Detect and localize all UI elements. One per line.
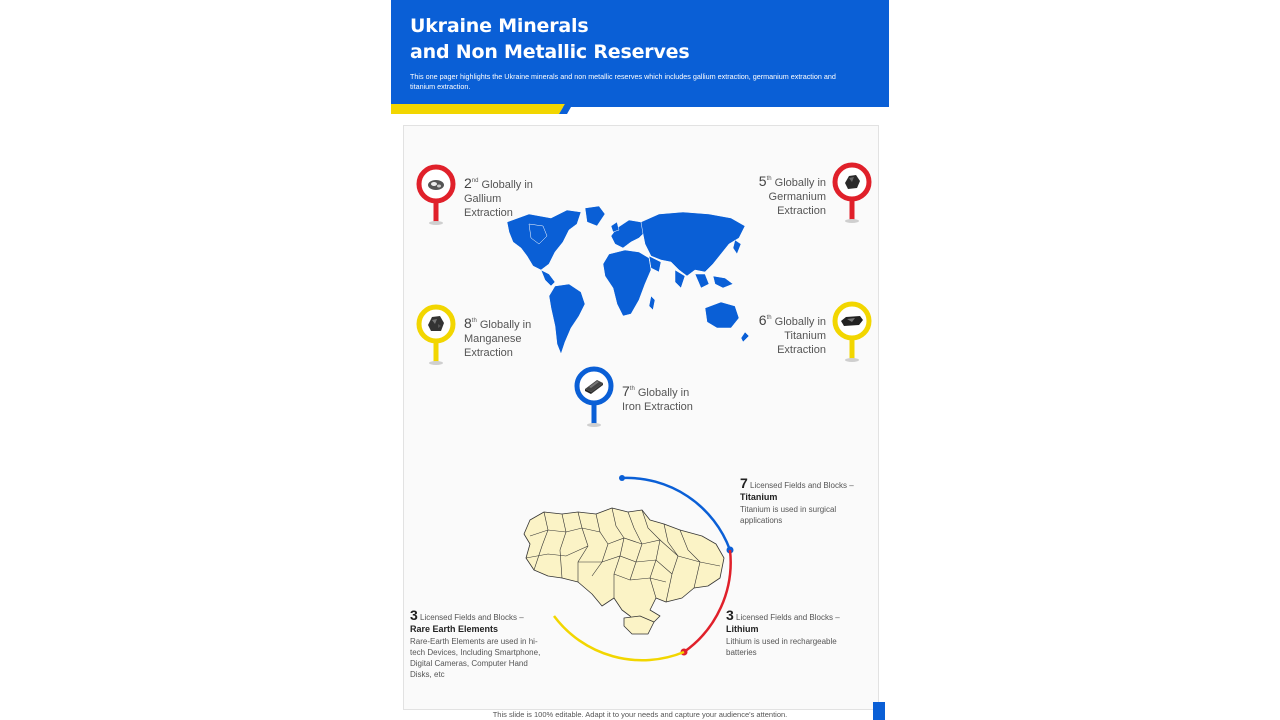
licensed-rare-earth [410,607,550,680]
rank-number: 8 [464,315,472,331]
manganese-ore-icon [426,314,446,334]
header-accent-stripe [391,104,889,114]
licensed-description: Titanium is used in surgical applications [740,505,837,525]
page-subtitle: This one pager highlights the Ukraine minerals and non metallic reserves which includes gallium extraction, germanium extraction and titanium extraction. [410,72,836,91]
licensed-label: Licensed Fields and Blocks – [750,481,854,490]
rank-line-2: Titanium [784,330,826,342]
arc-blue-start-dot [619,475,625,481]
rank-line-3: Extraction [464,347,513,359]
rank-germanium [734,172,826,218]
germanium-ore-icon [842,173,862,191]
rank-suffix: th [629,386,635,392]
rank-number: 7 [622,383,630,399]
licensed-description: Rare-Earth Elements are used in hi-tech Devices, Including Smartphone, Digital Cameras, Computer Hand Disks, etc [410,637,541,679]
pin-gallium [416,164,456,226]
licensed-count: 7 [740,475,748,491]
pin-manganese [416,304,456,366]
licensed-count: 3 [410,607,418,623]
world-map [499,204,759,359]
rank-line-2: Germanium [768,191,826,203]
pin-titanium [832,301,872,363]
licensed-mineral-name: Titanium [740,492,778,502]
licensed-titanium [740,475,874,526]
iron-bar-icon [583,377,605,395]
rank-suffix: nd [471,178,479,184]
rank-number: 2 [464,175,472,191]
rank-line-3: Extraction [777,344,826,356]
licensed-label: Licensed Fields and Blocks – [736,613,840,622]
titanium-ore-icon [840,315,864,327]
rank-line-1: Globally in [774,177,826,189]
licensed-lithium [726,607,866,658]
pin-iron [574,366,614,428]
gallium-ore-icon [427,176,445,192]
rank-suffix: th [766,176,772,182]
licensed-mineral-name: Lithium [726,624,759,634]
rank-line-1: Globally in [479,319,532,331]
content-card [403,125,879,710]
rank-titanium [734,311,826,357]
rank-iron [622,382,693,414]
rank-manganese [464,314,531,360]
rank-line-3: Extraction [777,205,826,217]
rank-line-2: Manganese [464,333,522,345]
header-banner [391,0,889,107]
rank-line-1: Globally in [637,387,690,399]
page-title [410,13,689,65]
rank-number: 6 [758,312,767,328]
rank-line-3: Extraction [464,207,513,219]
footer-note: This slide is 100% editable. Adapt it to your needs and capture your audience's attention. [492,710,788,719]
title-line-2: and Non Metallic Reserves [410,41,690,63]
rank-suffix: th [766,315,772,321]
rank-suffix: th [471,318,477,324]
rank-line-2: Gallium [464,193,502,205]
ukraine-outline [524,508,724,634]
rank-number: 5 [758,173,767,189]
rank-gallium [464,174,533,220]
licensed-count: 3 [726,607,734,623]
one-pager-page [391,0,889,720]
title-line-1: Ukraine Minerals [410,15,589,37]
pin-germanium [832,162,872,224]
arc-yellow [554,616,684,660]
rank-line-1: Globally in [774,316,826,328]
rank-line-1: Globally in [481,179,533,191]
licensed-label: Licensed Fields and Blocks – [420,613,524,622]
licensed-description: Lithium is used in rechargeable batteries [726,637,837,657]
licensed-mineral-name: Rare Earth Elements [410,624,499,634]
rank-line-2: Iron Extraction [622,401,693,413]
